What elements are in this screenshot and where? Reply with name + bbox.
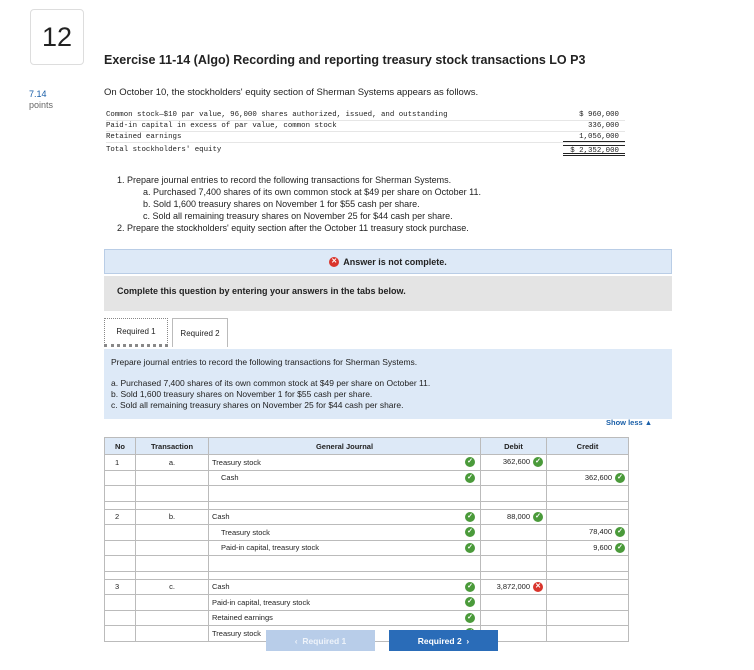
status-text: Answer is not complete. [343,256,447,267]
transaction-select[interactable]: b. [136,509,209,525]
check-icon: ✓ [465,512,475,522]
check-icon: ✓ [465,613,475,623]
account-name: Treasury stock [221,527,270,537]
table-row [105,610,629,626]
check-icon: ✓ [533,512,543,522]
tab-panel [104,349,672,419]
check-icon: ✓ [465,527,475,537]
account-select[interactable] [209,579,481,595]
chevron-right-icon: › [461,635,470,646]
instruction-1: 1. Prepare journal entries to record the following transactions for Sherman Systems. [117,175,452,185]
equity-amount: 336,000 [587,122,619,130]
check-icon: ✓ [533,457,543,467]
account-select[interactable] [209,610,481,626]
tab-required-2[interactable]: Required 2 [172,318,228,347]
transaction-select[interactable]: a. [136,455,209,471]
account-select[interactable] [209,595,481,611]
equity-section [106,110,625,156]
panel-item-b: b. Sold 1,600 treasury shares on November 1 for $55 cash per share. [111,389,373,399]
equity-label: Common stock—$10 par value, 96,000 shares authorized, issued, and outstanding [106,111,448,119]
instruction-b: b. Sold 1,600 treasury shares on November 1 for $55 cash per share. [143,199,420,209]
empty-cell [105,486,136,502]
chevron-left-icon: ‹ [294,635,303,646]
equity-label: Paid-in capital in excess of par value, common stock [106,122,337,130]
account-name: Retained earnings [212,613,273,623]
table-row [105,486,629,502]
account-select[interactable] [209,470,481,486]
table-row [105,556,629,572]
next-button[interactable] [389,630,498,651]
equity-row [106,132,625,143]
credit-input[interactable] [547,540,629,556]
table-row [105,455,629,471]
panel-line: Prepare journal entries to record the following transactions for Sherman Systems. [111,357,418,367]
credit-value: 362,600 [584,472,612,482]
credit-input[interactable] [547,579,629,595]
empty-cell [105,556,136,572]
intro-text: On October 10, the stockholders' equity section of Sherman Systems appears as follows. [104,87,479,98]
equity-row [106,110,625,121]
header-debit: Debit [481,438,547,455]
debit-input[interactable] [481,595,547,611]
table-row [105,509,629,525]
panel-item-c: c. Sold all remaining treasury shares on November 25 for $44 cash per share. [111,400,404,410]
empty-cell [105,610,136,626]
entry-number: 1 [105,455,136,471]
account-select[interactable] [209,540,481,556]
credit-input[interactable] [547,525,629,541]
check-icon: ✓ [615,543,625,553]
instruction-c: c. Sold all remaining treasury shares on November 25 for $44 cash per share. [143,211,453,221]
account-name: Cash [212,512,230,522]
account-select[interactable] [209,525,481,541]
equity-total-row [106,145,625,156]
equity-amount: $ 2,352,000 [563,145,625,156]
account-name: Cash [221,473,239,483]
check-icon: ✓ [465,543,475,553]
account-select[interactable] [209,455,481,471]
instruction-a: a. Purchased 7,400 shares of its own common stock at $49 per share on October 11. [143,187,482,197]
check-icon: ✓ [465,457,475,467]
debit-value: 3,872,000 [496,581,530,591]
transaction-select[interactable]: c. [136,579,209,595]
account-name: Paid-in capital, treasury stock [212,597,310,607]
check-icon: ✓ [465,597,475,607]
transaction-select[interactable] [136,626,209,642]
account-name: Treasury stock [212,457,261,467]
prev-button[interactable] [266,630,375,651]
points-label: points [29,100,54,110]
entry-number: 2 [105,509,136,525]
debit-input[interactable] [481,610,547,626]
credit-input[interactable] [547,610,629,626]
equity-amount: $ 960,000 [579,111,619,119]
account-select[interactable] [209,486,481,502]
show-less-link[interactable]: Show less ▲ [606,418,653,427]
debit-input[interactable] [481,455,547,471]
header-general-journal: General Journal [209,438,481,455]
empty-cell [105,540,136,556]
entry-number: 3 [105,579,136,595]
check-icon: ✓ [465,582,475,592]
account-name: Treasury stock [212,628,261,638]
table-row [105,525,629,541]
points-value: 7.14 [29,89,47,99]
table-row [105,595,629,611]
header-no: No [105,438,136,455]
transaction-select[interactable] [136,486,209,502]
debit-value: 362,600 [502,457,530,467]
complete-instructions: Complete this question by entering your answers in the tabs below. [104,276,672,311]
tab-required-1[interactable]: Required 1 [104,318,168,347]
equity-label: Total stockholders' equity [106,146,222,154]
next-button-label: Required 2 [417,635,462,646]
credit-input[interactable] [547,470,629,486]
empty-cell [105,595,136,611]
status-banner [104,249,672,274]
credit-value: 78,400 [589,527,612,537]
debit-input[interactable] [481,486,547,502]
equity-amount: 1,056,000 [563,132,625,142]
account-select[interactable] [209,509,481,525]
table-row [105,579,629,595]
table-row [105,540,629,556]
transaction-select[interactable] [136,470,209,486]
debit-input[interactable] [481,579,547,595]
credit-input[interactable] [547,509,629,525]
account-select[interactable] [209,556,481,572]
credit-input[interactable] [547,556,629,572]
error-icon: ✕ [533,582,543,592]
account-name: Paid-in capital, treasury stock [221,543,319,553]
header-credit: Credit [547,438,629,455]
journal-table [104,437,629,642]
instruction-2: 2. Prepare the stockholders' equity section after the October 11 treasury stock purchase. [117,223,469,233]
check-icon: ✓ [615,527,625,537]
empty-cell [105,470,136,486]
instructions [117,174,481,234]
check-icon: ✓ [465,473,475,483]
debit-input[interactable] [481,509,547,525]
transaction-select[interactable] [136,610,209,626]
header-transaction: Transaction [136,438,209,455]
credit-value: 9,600 [593,542,612,552]
credit-input[interactable] [547,595,629,611]
panel-item-a: a. Purchased 7,400 shares of its own common stock at $49 per share on October 11. [111,378,431,388]
error-icon: ✕ [329,257,339,267]
question-number: 12 [30,9,84,65]
check-icon: ✓ [615,473,625,483]
account-name: Cash [212,582,230,592]
equity-row [106,121,625,132]
table-row [105,470,629,486]
transaction-select[interactable] [136,595,209,611]
transaction-select[interactable] [136,525,209,541]
transaction-select[interactable] [136,540,209,556]
prev-button-label: Required 1 [302,635,347,646]
exercise-title: Exercise 11-14 (Algo) Recording and reporting treasury stock transactions LO P3 [104,53,586,67]
transaction-select[interactable] [136,556,209,572]
debit-value: 88,000 [507,511,530,521]
empty-cell [105,626,136,642]
credit-input[interactable] [547,486,629,502]
credit-input[interactable] [547,455,629,471]
debit-input[interactable] [481,525,547,541]
debit-input[interactable] [481,556,547,572]
credit-input[interactable] [547,626,629,642]
debit-input[interactable] [481,540,547,556]
points-info [29,89,53,111]
debit-input[interactable] [481,470,547,486]
equity-label: Retained earnings [106,133,182,141]
empty-cell [105,525,136,541]
